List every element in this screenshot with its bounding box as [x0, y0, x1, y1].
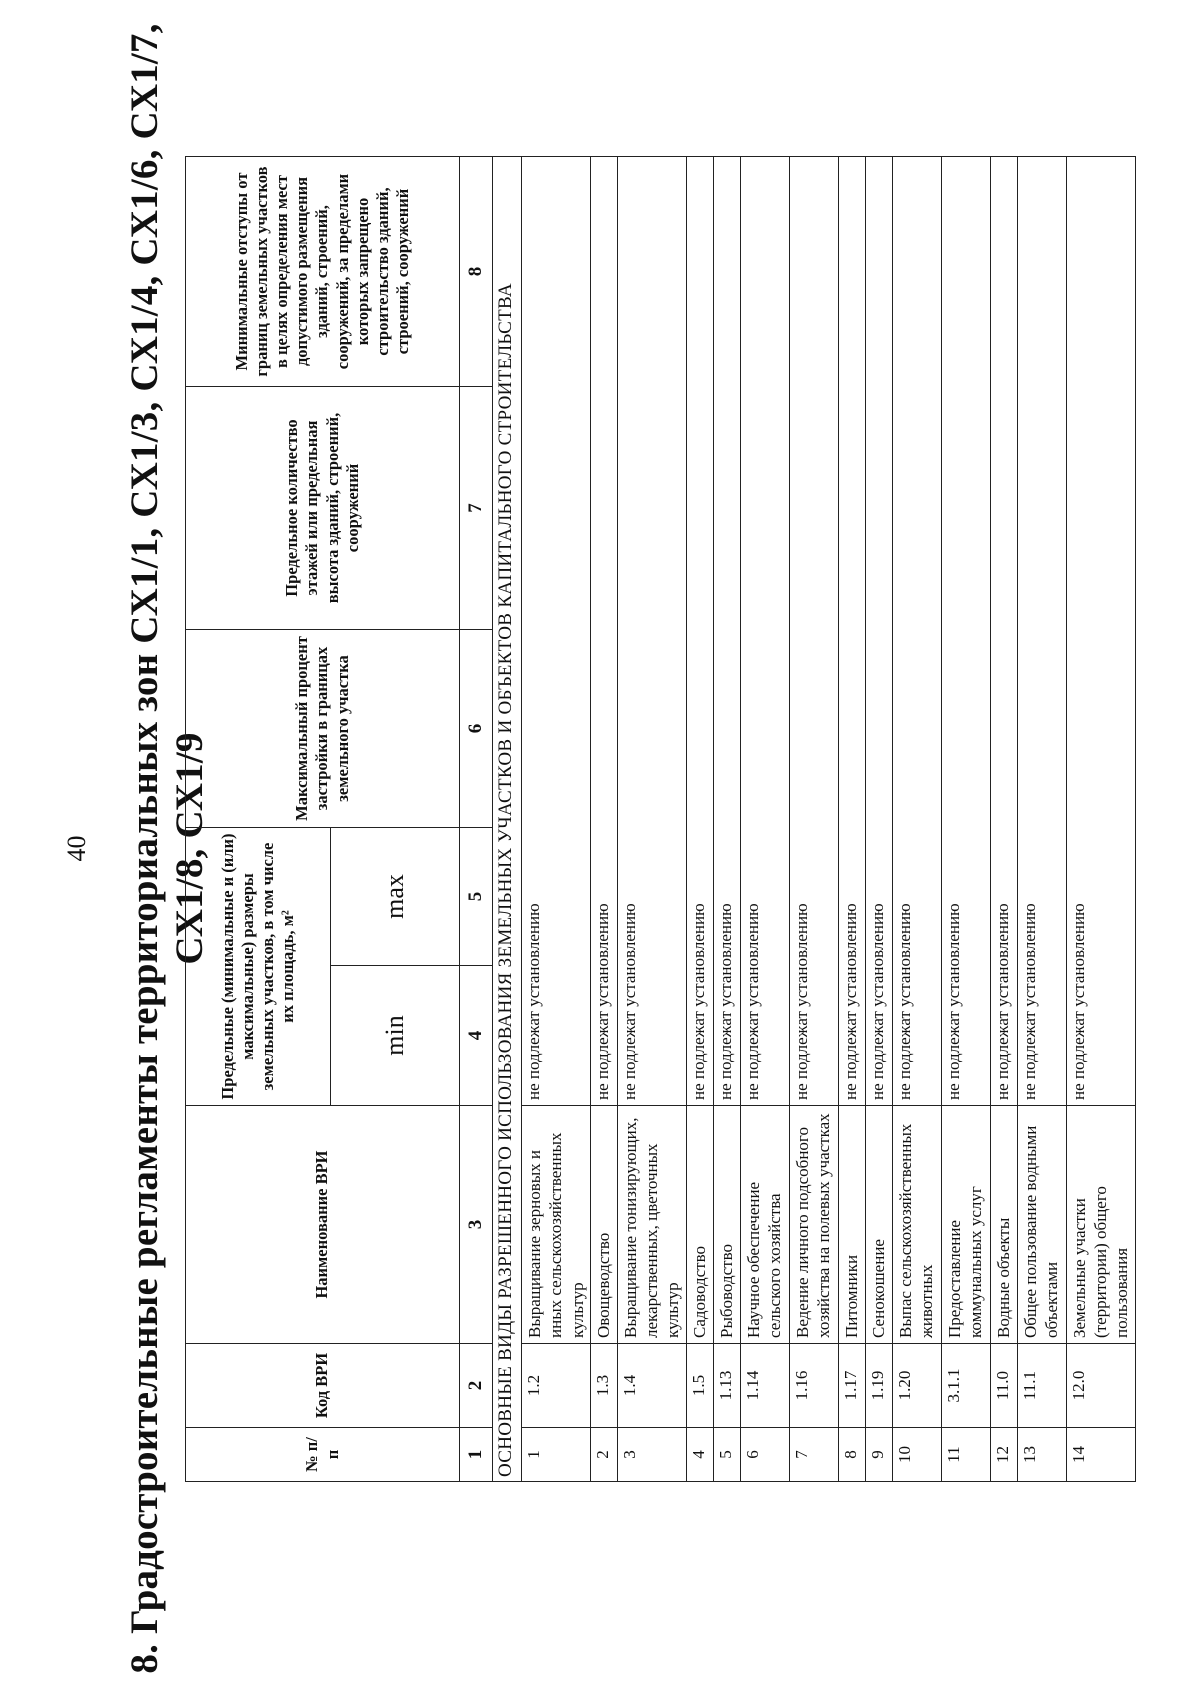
row-num: 14: [1066, 1428, 1135, 1482]
row-name: Выращивание зерновых и иных сельскохозяйственных культур: [522, 1106, 591, 1344]
table-row: [740, 157, 789, 1482]
row-code: 1.4: [617, 1344, 686, 1428]
table-row: [838, 157, 865, 1482]
row-code: 3.1.1: [941, 1344, 990, 1428]
row-code: 11.1: [1017, 1344, 1066, 1428]
table-row: [990, 157, 1017, 1482]
row-name: Выращивание тонизирующих, лекарственных, цветочных культур: [617, 1106, 686, 1344]
row-params: не подлежат установлению: [838, 157, 865, 1106]
column-number: 3: [460, 1106, 493, 1344]
table-row: [892, 157, 941, 1482]
row-params: не подлежат установлению: [892, 157, 941, 1106]
table-row: [686, 157, 713, 1482]
row-name: Земельные участки (территории) общего пользования: [1066, 1106, 1135, 1344]
row-code: 1.20: [892, 1344, 941, 1428]
row-params: не подлежат установлению: [941, 157, 990, 1106]
row-num: 12: [990, 1428, 1017, 1482]
row-num: 9: [865, 1428, 892, 1482]
row-code: 1.17: [838, 1344, 865, 1428]
row-code: 1.13: [713, 1344, 740, 1428]
row-params: не подлежат установлению: [713, 157, 740, 1106]
table-row: [789, 157, 838, 1482]
row-num: 4: [686, 1428, 713, 1482]
row-name: Овощеводство: [590, 1106, 617, 1344]
row-num: 5: [713, 1428, 740, 1482]
header-name: Наименование ВРИ: [186, 1106, 460, 1344]
table-row: [617, 157, 686, 1482]
column-number: 2: [460, 1344, 493, 1428]
row-name: Рыбоводство: [713, 1106, 740, 1344]
row-params: не подлежат установлению: [865, 157, 892, 1106]
column-number: 5: [460, 828, 493, 966]
row-num: 7: [789, 1428, 838, 1482]
row-params: не подлежат установлению: [740, 157, 789, 1106]
regulations-table: [185, 156, 1136, 1482]
row-name: Сенокошение: [865, 1106, 892, 1344]
table-row: [1066, 157, 1135, 1482]
row-code: 1.16: [789, 1344, 838, 1428]
row-num: 6: [740, 1428, 789, 1482]
row-num: 10: [892, 1428, 941, 1482]
header-setbacks: Минимальные отступы от границ земельных участков в целях определения мест допустимого размещения зданий, строений, сооружений, за пределами которых запрещено строительство зданий, строений, сооружений: [186, 157, 460, 387]
header-coverage: Максимальный процент застройки в границах земельного участка: [186, 630, 460, 828]
row-code: 1.14: [740, 1344, 789, 1428]
page-number: 40: [62, 835, 91, 862]
header-num: № п/п: [186, 1428, 460, 1482]
header-area-max: max: [331, 828, 460, 966]
row-params: не подлежат установлению: [617, 157, 686, 1106]
row-params: не подлежат установлению: [789, 157, 838, 1106]
row-params: не подлежат установлению: [590, 157, 617, 1106]
table-row: [865, 157, 892, 1482]
column-number: 4: [460, 966, 493, 1106]
header-code: Код ВРИ: [186, 1344, 460, 1428]
column-number: 1: [460, 1428, 493, 1482]
row-name: Научное обеспечение сельского хозяйства: [740, 1106, 789, 1344]
row-code: 1.19: [865, 1344, 892, 1428]
column-number: 6: [460, 630, 493, 828]
header-floors: Предельное количество этажей или предельная высота зданий, строений, сооружений: [186, 387, 460, 630]
row-num: 11: [941, 1428, 990, 1482]
table-row: [713, 157, 740, 1482]
header-area: Предельные (минимальные и (или) максимальные) размеры земельных участков, в том числе их площадь, м²: [186, 828, 331, 1106]
column-number: 7: [460, 387, 493, 630]
table-row: [1017, 157, 1066, 1482]
row-name: Общее пользование водными объектами: [1017, 1106, 1066, 1344]
row-code: 11.0: [990, 1344, 1017, 1428]
row-num: 3: [617, 1428, 686, 1482]
row-name: Выпас сельскохозяйственных животных: [892, 1106, 941, 1344]
row-params: не подлежат установлению: [522, 157, 591, 1106]
row-code: 1.5: [686, 1344, 713, 1428]
row-code: 1.2: [522, 1344, 591, 1428]
row-code: 1.3: [590, 1344, 617, 1428]
table-row: [590, 157, 617, 1482]
row-num: 8: [838, 1428, 865, 1482]
row-code: 12.0: [1066, 1344, 1135, 1428]
row-params: не подлежат установлению: [1017, 157, 1066, 1106]
table-row: [522, 157, 591, 1482]
row-num: 2: [590, 1428, 617, 1482]
row-name: Садоводство: [686, 1106, 713, 1344]
row-params: не подлежат установлению: [686, 157, 713, 1106]
page-title: 8. Градостроительные регламенты территориальных зон СХ1/1, СХ1/3, СХ1/4, СХ1/6, СХ1/7, СХ1/8, СХ1/9: [123, 23, 211, 1674]
row-params: не подлежат установлению: [1066, 157, 1135, 1106]
row-name: Ведение личного подсобного хозяйства на полевых участках: [789, 1106, 838, 1344]
row-num: 13: [1017, 1428, 1066, 1482]
header-area-min: min: [331, 966, 460, 1106]
table-row: [941, 157, 990, 1482]
row-name: Водные объекты: [990, 1106, 1017, 1344]
row-params: не подлежат установлению: [990, 157, 1017, 1106]
row-num: 1: [522, 1428, 591, 1482]
row-name: Питомники: [838, 1106, 865, 1344]
column-number: 8: [460, 157, 493, 387]
row-name: Предоставление коммунальных услуг: [941, 1106, 990, 1344]
section-title: ОСНОВНЫЕ ВИДЫ РАЗРЕШЕННОГО ИСПОЛЬЗОВАНИЯ ЗЕМЕЛЬНЫХ УЧАСТКОВ И ОБЪЕКТОВ КАПИТАЛЬНОГО СТРОИТЕЛЬСТВА: [493, 157, 522, 1482]
